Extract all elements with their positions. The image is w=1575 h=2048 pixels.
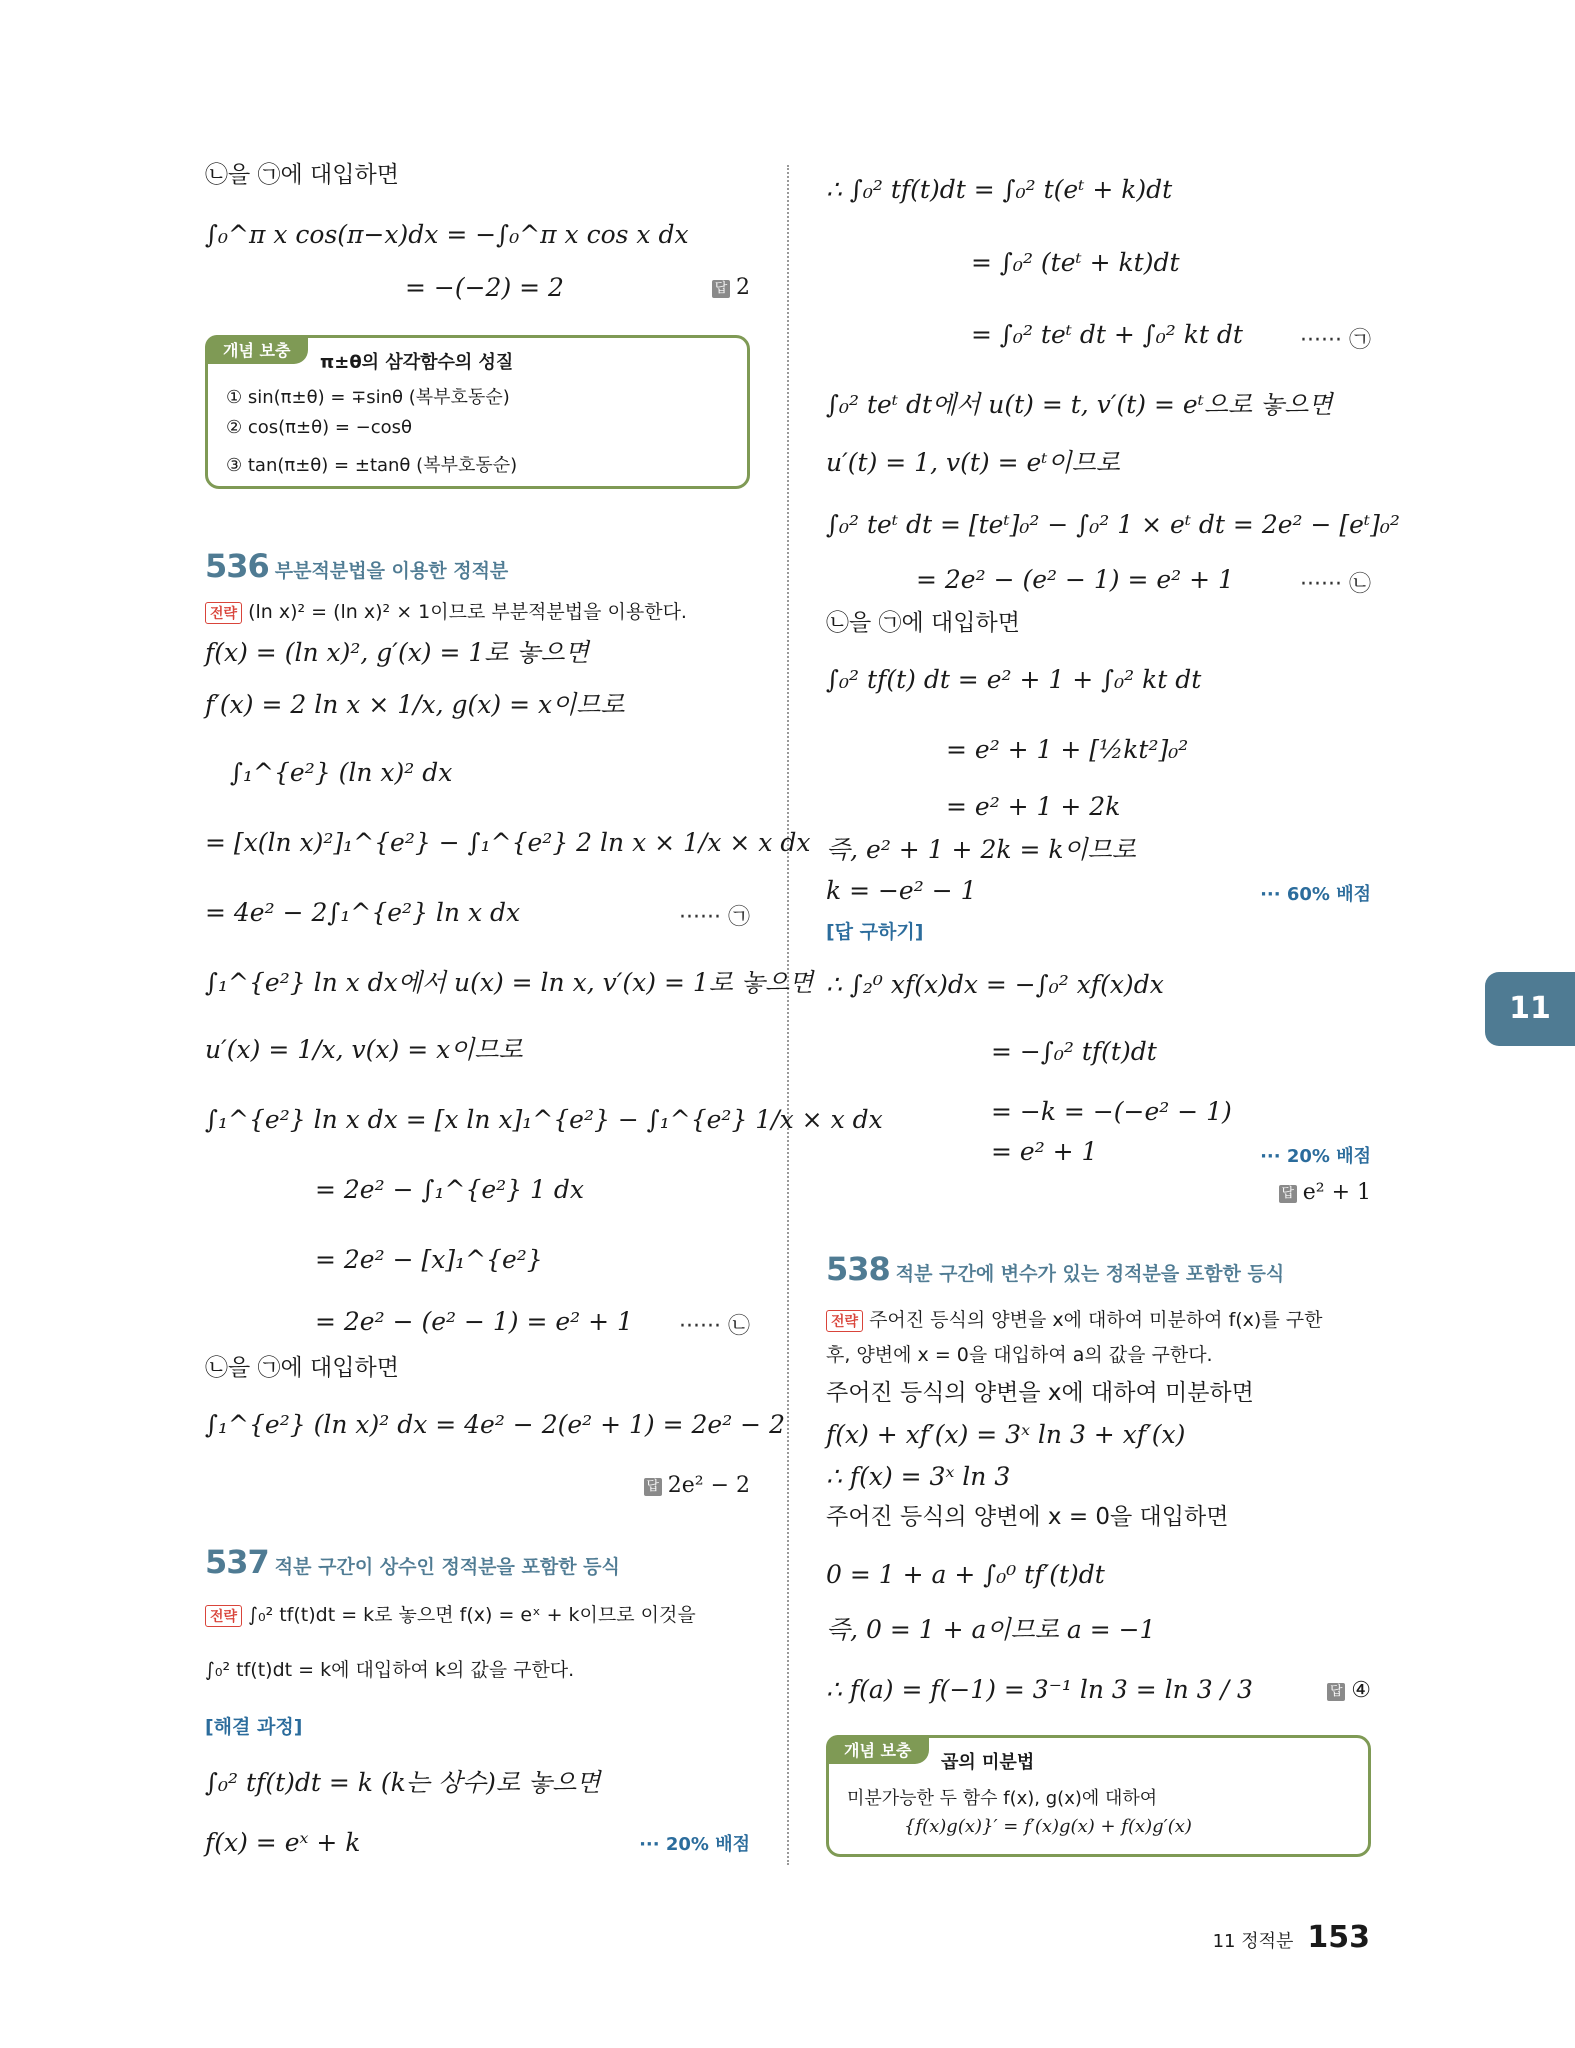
- strategy-tag: 전략: [205, 1605, 242, 1627]
- equation: ∴ f(x) = 3ˣ ln 3: [826, 1462, 1011, 1491]
- answer-value: ④: [1351, 1678, 1371, 1703]
- concept-box: [826, 1735, 1371, 1857]
- problem-title: 적분 구간이 상수인 정적분을 포함한 등식: [274, 1556, 620, 1578]
- page-footer: [1213, 1920, 1370, 1955]
- equation: = ∫₀² teᵗ dt + ∫₀² kt dt: [971, 320, 1243, 349]
- problem-title: 부분적분법을 이용한 정적분: [274, 560, 509, 582]
- strategy-text: 주어진 등식의 양변을 x에 대하여 미분하여 f(x)를 구한: [869, 1309, 1323, 1331]
- strategy-tag: 전략: [826, 1310, 863, 1332]
- page-number: 153: [1307, 1920, 1370, 1955]
- section-heading: [답 구하기]: [826, 921, 924, 943]
- score-weight: ··· 20% 배점: [639, 1834, 750, 1855]
- problem-header: [205, 547, 508, 585]
- problem-header: [826, 1250, 1284, 1288]
- strategy-text: ∫₀² tf(t)dt = k에 대입하여 k의 값을 구한다.: [205, 1659, 575, 1681]
- equation: = e² + 1 + [½kt²]₀²: [946, 735, 1189, 764]
- equation: = −k = −(−e² − 1): [991, 1097, 1232, 1126]
- equation-mark: ······ ㉡: [679, 1314, 750, 1339]
- answer-icon: 답: [644, 1478, 662, 1496]
- equation: k = −e² − 1: [826, 876, 977, 905]
- concept-item: ③ tan(π±θ) = ±tanθ (복부호동순): [226, 455, 518, 476]
- equation: = −(−2) = 2: [405, 273, 564, 302]
- score-weight: ··· 60% 배점: [1260, 884, 1371, 905]
- answer-icon: 답: [712, 280, 730, 298]
- concept-box: [205, 335, 750, 489]
- column-divider: [787, 165, 789, 1865]
- answer: [712, 275, 750, 300]
- strategy-text: (ln x)² = (ln x)² × 1이므로 부분적분법을 이용한다.: [248, 601, 687, 623]
- score-weight: ··· 20% 배점: [1260, 1146, 1371, 1167]
- concept-item: {f(x)g(x)}′ = f′(x)g(x) + f(x)g′(x): [904, 1816, 1192, 1837]
- problem-number: 536: [205, 547, 269, 585]
- equation: u′(t) = 1, v(t) = eᵗ이므로: [826, 448, 1120, 477]
- section-heading: [해결 과정]: [205, 1716, 303, 1738]
- text-line: 주어진 등식의 양변에 x = 0을 대입하면: [826, 1504, 1229, 1530]
- concept-item: 미분가능한 두 함수 f(x), g(x)에 대하여: [847, 1788, 1158, 1809]
- chapter-tab[interactable]: 11: [1485, 972, 1575, 1046]
- answer-value: 2e² − 2: [667, 1473, 750, 1498]
- equation: ∫₁^{e²} (ln x)² dx = 4e² − 2(e² + 1) = 2e² − 2: [205, 1410, 785, 1439]
- strategy: [205, 597, 687, 624]
- equation: ∴ ∫₂⁰ xf(x)dx = −∫₀² xf(x)dx: [826, 970, 1164, 999]
- equation: ∫₀² teᵗ dt = [teᵗ]₀² − ∫₀² 1 × eᵗ dt = 2e² − [eᵗ]₀²: [826, 510, 1400, 539]
- text-line: ㉡을 ㉠에 대입하면: [205, 162, 399, 188]
- equation: ∫₀^π x cos(π−x)dx = −∫₀^π x cos x dx: [205, 220, 689, 249]
- equation: ∫₀² tf(t)dt = k (k는 상수)로 놓으면: [205, 1768, 601, 1797]
- strategy: [826, 1305, 1322, 1332]
- equation: ∫₀² tf(t) dt = e² + 1 + ∫₀² kt dt: [826, 665, 1202, 694]
- equation: f(x) = (ln x)², g′(x) = 1로 놓으면: [205, 638, 589, 667]
- equation: ∴ f(a) = f(−1) = 3⁻¹ ln 3 = ln 3 / 3: [826, 1675, 1253, 1704]
- problem-number: 538: [826, 1250, 890, 1288]
- footer-chapter: 11 정적분: [1212, 1931, 1294, 1952]
- strategy-text: ∫₀² tf(t)dt = k로 놓으면 f(x) = eˣ + k이므로 이것을: [248, 1604, 696, 1626]
- equation: ∫₀² teᵗ dt에서 u(t) = t, v′(t) = eᵗ으로 놓으면: [826, 390, 1333, 419]
- equation: ∫₁^{e²} ln x dx에서 u(x) = ln x, v′(x) = 1로 놓으면: [205, 968, 814, 997]
- equation: ∫₁^{e²} (ln x)² dx: [230, 758, 453, 787]
- equation: = 2e² − (e² − 1) = e² + 1: [916, 565, 1234, 594]
- equation: 즉, e² + 1 + 2k = k이므로: [826, 835, 1136, 864]
- answer: [1327, 1678, 1371, 1703]
- answer-icon: 답: [1327, 1683, 1345, 1701]
- problem-header: [205, 1543, 620, 1581]
- answer-icon: 답: [1279, 1185, 1297, 1203]
- equation: = ∫₀² (teᵗ + kt)dt: [971, 248, 1180, 277]
- text-line: 주어진 등식의 양변을 x에 대하여 미분하면: [826, 1380, 1254, 1406]
- problem-title: 적분 구간에 변수가 있는 정적분을 포함한 등식: [895, 1263, 1285, 1285]
- concept-title: π±θ의 삼각함수의 성질: [320, 352, 514, 373]
- equation: = e² + 1: [991, 1137, 1098, 1166]
- text-line: ㉡을 ㉠에 대입하면: [205, 1355, 399, 1381]
- equation: f′(x) = 2 ln x × 1/x, g(x) = x이므로: [205, 690, 625, 719]
- concept-tag: 개념 보충: [205, 335, 308, 364]
- equation: u′(x) = 1/x, v(x) = x이므로: [205, 1035, 523, 1064]
- problem-number: 537: [205, 1543, 269, 1581]
- equation: = −∫₀² tf(t)dt: [991, 1037, 1157, 1066]
- equation: = 2e² − [x]₁^{e²}: [315, 1245, 543, 1274]
- equation: = e² + 1 + 2k: [946, 792, 1121, 821]
- answer: [644, 1473, 750, 1498]
- equation: 0 = 1 + a + ∫₀⁰ tf′(t)dt: [826, 1560, 1105, 1589]
- strategy-tag: 전략: [205, 602, 242, 624]
- concept-title: 곱의 미분법: [941, 1752, 1035, 1773]
- equation: ∴ ∫₀² tf(t)dt = ∫₀² t(eᵗ + k)dt: [826, 175, 1173, 204]
- equation: = 2e² − ∫₁^{e²} 1 dx: [315, 1175, 584, 1204]
- text-line: ㉡을 ㉠에 대입하면: [826, 610, 1020, 636]
- equation-mark: ······ ㉡: [1300, 572, 1371, 597]
- equation-mark: ······ ㉠: [679, 905, 750, 930]
- answer: [1279, 1180, 1371, 1205]
- equation: = 4e² − 2∫₁^{e²} ln x dx: [205, 898, 521, 927]
- strategy: [205, 1600, 696, 1627]
- equation: = 2e² − (e² − 1) = e² + 1: [315, 1307, 633, 1336]
- equation: f(x) = eˣ + k: [205, 1828, 361, 1857]
- equation: ∫₁^{e²} ln x dx = [x ln x]₁^{e²} − ∫₁^{e²} 1/x × x dx: [205, 1105, 883, 1134]
- strategy-text: 후, 양변에 x = 0을 대입하여 a의 값을 구한다.: [826, 1344, 1213, 1366]
- equation: 즉, 0 = 1 + a이므로 a = −1: [826, 1615, 1156, 1644]
- equation-mark: ······ ㉠: [1300, 328, 1371, 353]
- equation: = [x(ln x)²]₁^{e²} − ∫₁^{e²} 2 ln x × 1/x × x dx: [205, 828, 811, 857]
- concept-item: ② cos(π±θ) = −cosθ: [226, 417, 413, 438]
- concept-tag: 개념 보충: [826, 1735, 929, 1764]
- equation: f(x) + xf′(x) = 3ˣ ln 3 + xf′(x): [826, 1420, 1186, 1449]
- answer-value: 2: [736, 275, 750, 300]
- concept-item: ① sin(π±θ) = ∓sinθ (복부호동순): [226, 387, 510, 408]
- answer-value: e² + 1: [1302, 1180, 1371, 1205]
